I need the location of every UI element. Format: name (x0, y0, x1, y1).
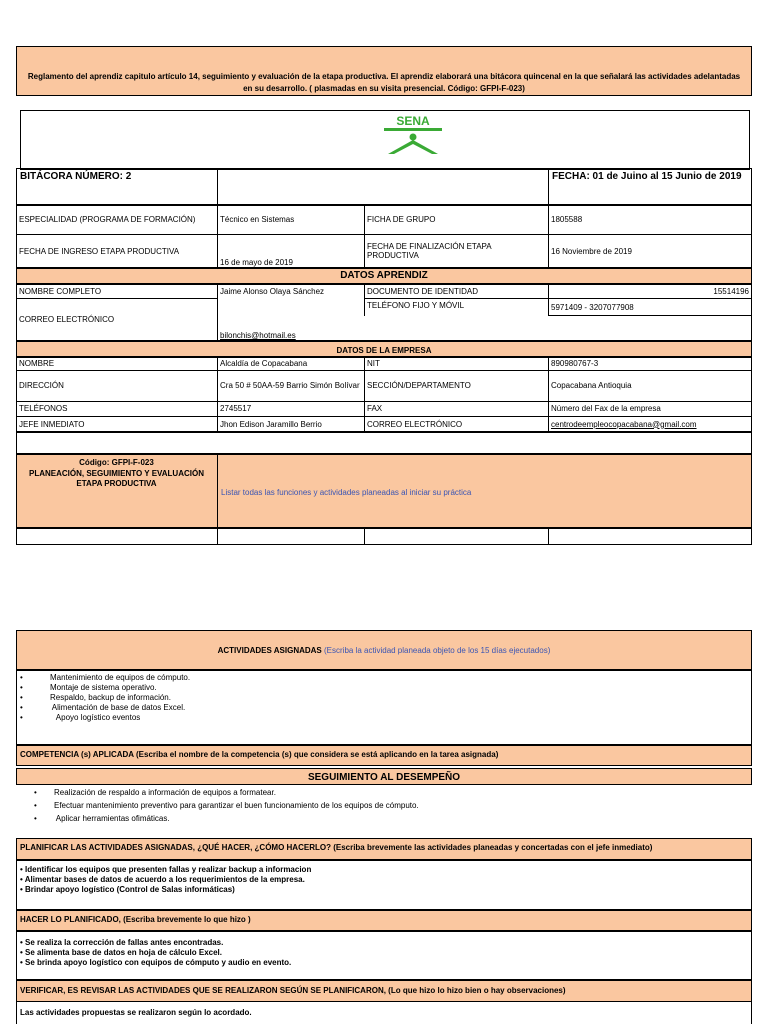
nit-value: 890980767-3 (551, 359, 599, 368)
fax-label: FAX (367, 404, 383, 413)
empresa-section-title: DATOS DE LA EMPRESA (336, 346, 432, 355)
empresa-correo-value[interactable]: centrodeempleocopacabana@gmail.com (551, 419, 697, 429)
list-item: • Se brinda apoyo logístico con equipos de cómputo y audio en evento. (20, 958, 292, 967)
list-item: • Se realiza la corrección de fallas antes encontradas. (20, 938, 224, 947)
sena-logo (380, 112, 446, 156)
direccion-label: DIRECCIÓN (19, 381, 64, 390)
aprendiz-nombre-label: NOMBRE COMPLETO (19, 286, 102, 296)
bitacora-fecha: FECHA: 01 de Juino al 15 Junio de 2019 (552, 171, 742, 182)
telefonos-value: 2745517 (220, 404, 252, 413)
seguimiento-list (34, 788, 734, 824)
planeacion-empty-row (16, 528, 752, 545)
planeacion-instruction: Listar todas las funciones y actividades planeadas al iniciar su práctica (221, 488, 472, 497)
list-item: • Alimentación de base de datos Excel. (20, 703, 186, 712)
telefonos-label: TELÉFONOS (19, 404, 68, 413)
aprendiz-nombre-value: Jaime Alonso Olaya Sánchez (220, 286, 325, 296)
svg-text:SENA: SENA (396, 114, 430, 128)
jefe-label: JEFE INMEDIATO (19, 419, 85, 429)
planificar-label: PLANIFICAR LAS ACTIVIDADES ASIGNADAS, ¿QUÉ HACER, ¿CÓMO HACERLO? (Escriba brevemente las actividades planeadas y concertadas con el jefe inmediato) (20, 843, 653, 852)
list-item: • Montaje de sistema operativo. (20, 683, 157, 692)
bullet: • (20, 703, 23, 712)
actividades-title: ACTIVIDADES ASIGNADAS (217, 646, 322, 655)
fax-value: Número del Fax de la empresa (551, 404, 661, 413)
list-item: • Apoyo logístico eventos (20, 713, 141, 722)
bullet: • (20, 713, 23, 722)
empresa-correo-label: CORREO ELECTRÓNICO (367, 419, 463, 429)
planeacion-title: PLANEACIÓN, SEGUIMIENTO Y EVALUACIÓN ETAPA PRODUCTIVA (29, 469, 204, 488)
verificar-result: Las actividades propuestas se realizaron según lo acordado. (20, 1008, 252, 1017)
finalizacion-label: FECHA DE FINALIZACIÓN ETAPA PRODUCTIVA (367, 242, 492, 260)
hacer-label: HACER LO PLANIFICADO, (Escriba brevemente lo que hizo ) (20, 915, 251, 924)
finalizacion-value: 16 Noviembre de 2019 (551, 246, 632, 256)
list-item: • Mantenimiento de equipos de cómputo. (20, 673, 191, 682)
verificar-label: VERIFICAR, ES REVISAR LAS ACTIVIDADES QUE SE REALIZARON SEGÚN SE PLANIFICARON, (Lo que hizo lo hizo bien o hay observaciones) (20, 986, 566, 995)
actividades-list (20, 673, 740, 723)
list-item: • Respaldo, backup de información. (20, 693, 171, 702)
direccion-value: Cra 50 # 50AA-59 Barrio Simón Bolívar (220, 381, 360, 390)
bullet: • (34, 801, 37, 810)
aprendiz-section-title: DATOS APRENDIZ (340, 270, 428, 281)
intro-text: Reglamento del aprendiz capitulo artículo 14, seguimiento y evaluación de la etapa productiva. El aprendiz elaborará una bitácora quincenal en la que señalará las actividades adelantadas en su desarrollo. ( plasmadas en su visita presencial. Código: GFPI-F-023) (27, 72, 741, 93)
competencia-label: COMPETENCIA (s) APLICADA (Escriba el nombre de la competencia (s) que considera se está aplicando en la tarea asignada) (20, 750, 499, 759)
ingreso-label: FECHA DE INGRESO ETAPA PRODUCTIVA (19, 246, 180, 256)
list-item: • Se alimenta base de datos en hoja de cálculo Excel. (20, 948, 222, 957)
especialidad-label: ESPECIALIDAD (PROGRAMA DE FORMACIÓN) (19, 215, 196, 224)
bullet: • (20, 693, 23, 702)
ingreso-value: 16 de mayo de 2019 (220, 258, 293, 267)
bitacora-numero: BITÁCORA NÚMERO: 2 (20, 171, 132, 182)
list-item: • Efectuar mantenimiento preventivo para garantizar el buen funcionamiento de los equipos de cómputo. (34, 801, 419, 810)
nit-label: NIT (367, 359, 380, 368)
jefe-value: Jhon Edison Jaramillo Berrio (220, 419, 322, 429)
planeacion-codigo: Código: GFPI-F-023 (79, 458, 154, 467)
bullet: • (20, 673, 23, 682)
hacer-list (20, 938, 740, 968)
documento-label: DOCUMENTO DE IDENTIDAD (367, 286, 478, 296)
ficha-label: FICHA DE GRUPO (367, 215, 436, 224)
list-item: • Aplicar herramientas ofimáticas. (34, 814, 170, 823)
aprendiz-correo-label: CORREO ELECTRÓNICO (19, 315, 115, 324)
seccion-value: Copacabana Antioquia (551, 381, 632, 390)
empresa-nombre-label: NOMBRE (19, 359, 55, 368)
bullet: • (34, 788, 37, 797)
documento-value: 15514196 (713, 286, 749, 296)
spacer-row (16, 432, 752, 454)
ficha-value: 1805588 (551, 215, 583, 224)
especialidad-value: Técnico en Sistemas (220, 215, 295, 224)
seccion-label: SECCIÓN/DEPARTAMENTO (367, 381, 471, 390)
list-item: • Alimentar bases de datos de acuerdo a los requerimientos de la empresa. (20, 875, 305, 884)
planificar-list (20, 865, 740, 895)
telefono-label: TELÉFONO FIJO Y MÓVIL (367, 300, 465, 310)
empresa-nombre-value: Alcaldía de Copacabana (220, 359, 308, 368)
list-item: • Identificar los equipos que presenten fallas y realizar backup a informacion (20, 865, 312, 874)
actividades-title-line (16, 646, 752, 655)
list-item: • Realización de respaldo a información de equipos a formatear. (34, 788, 276, 797)
seguimiento-title: SEGUIMIENTO AL DESEMPEÑO (307, 772, 461, 783)
bullet: • (34, 814, 37, 823)
actividades-title-note: (Escriba la actividad planeada objeto de los 15 días ejecutados) (324, 646, 551, 655)
list-item: • Brindar apoyo logístico (Control de Salas informáticas) (20, 885, 235, 894)
bullet: • (20, 683, 23, 692)
telefono-value: 5971409 - 3207077908 (551, 303, 634, 312)
aprendiz-correo-value[interactable]: bilonchis@hotmail.es (220, 331, 296, 340)
